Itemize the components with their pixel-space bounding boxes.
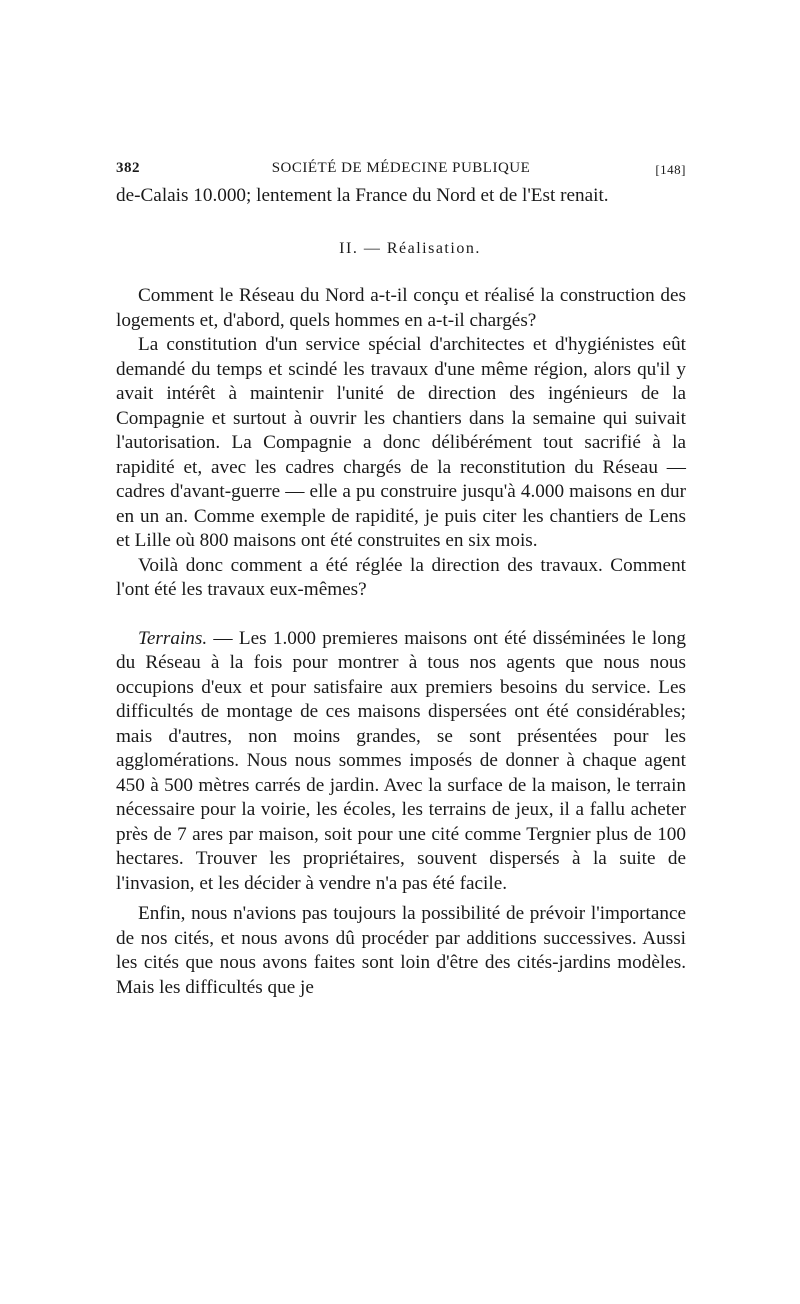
- body-text: [116, 184, 686, 1000]
- page-number: 382: [116, 160, 140, 176]
- section-heading: II. — Réalisation.: [339, 239, 481, 257]
- page-reference: [148]: [655, 162, 686, 177]
- paragraph-gap: [116, 603, 686, 627]
- running-title: SOCIÉTÉ DE MÉDECINE PUBLIQUE: [271, 160, 531, 176]
- paragraph: Voilà donc comment a été réglée la direction des travaux. Comment l'ont été les travaux eux-mêmes?: [116, 554, 686, 600]
- running-header: [116, 154, 686, 184]
- paragraph: Enfin, nous n'avions pas toujours la possibilité de prévoir l'importance de nos cités, et nous avons dû procéder par additions successives. Aussi les cités que nous avons faites sont loin d'être des cités-jardins modèles. Mais les difficultés que je: [116, 903, 686, 998]
- paragraph-terrains: [116, 627, 686, 897]
- paragraph-continuation: de-Calais 10.000; lentement la France du Nord et de l'Est renait.: [116, 185, 609, 206]
- paragraph: Comment le Réseau du Nord a-t-il conçu et réalisé la construction des logements et, d'abord, quels hommes en a-t-il chargés?: [116, 285, 686, 331]
- paragraph-run-in-label: Terrains.: [138, 627, 208, 649]
- paragraph-text: — Les 1.000 premieres maisons ont été disséminées le long du Réseau à la fois pour montrer à tous nos agents que nous nous occupions d'eux et pour satisfaire aux premiers besoins du service. Les difficultés de montage de ces maisons dispersées ont été considérables; mais d'autres, non moins grandes, se sont présentées pour les agglomérations. Nous nous sommes imposés de donner à chaque agent 450 à 500 mètres carrés de jardin. Avec la surface de la maison, le terrain nécessaire pour la voirie, les écoles, les terrains de jeux, il a fallu acheter près de 7 ares par maison, soit pour une cité comme Tergnier plus de 100 hectares. Trouver les propriétaires, souvent dispersés à la suite de l'invasion, et les décider à vendre n'a pas été facile.: [116, 627, 686, 894]
- paragraph: La constitution d'un service spécial d'architectes et d'hygiénistes eût demandé du temps et scindé les travaux d'une même région, alors qu'il y avait intérêt à maintenir l'unité de direction des ingénieurs de la Compagnie et surtout à ouvrir les chantiers dans la semaine qui suivait l'autorisation. La Compagnie a donc délibérément tout sacrifié à la rapidité et, avec les cadres chargés de la reconstitution du Réseau — cadres d'avant-guerre — elle a pu construire jusqu'à 4.000 maisons en dur en un an. Comme exemple de rapidité, je puis citer les chantiers de Lens et Lille où 800 maisons ont été construites en six mois.: [116, 334, 686, 551]
- book-page: [116, 154, 686, 1000]
